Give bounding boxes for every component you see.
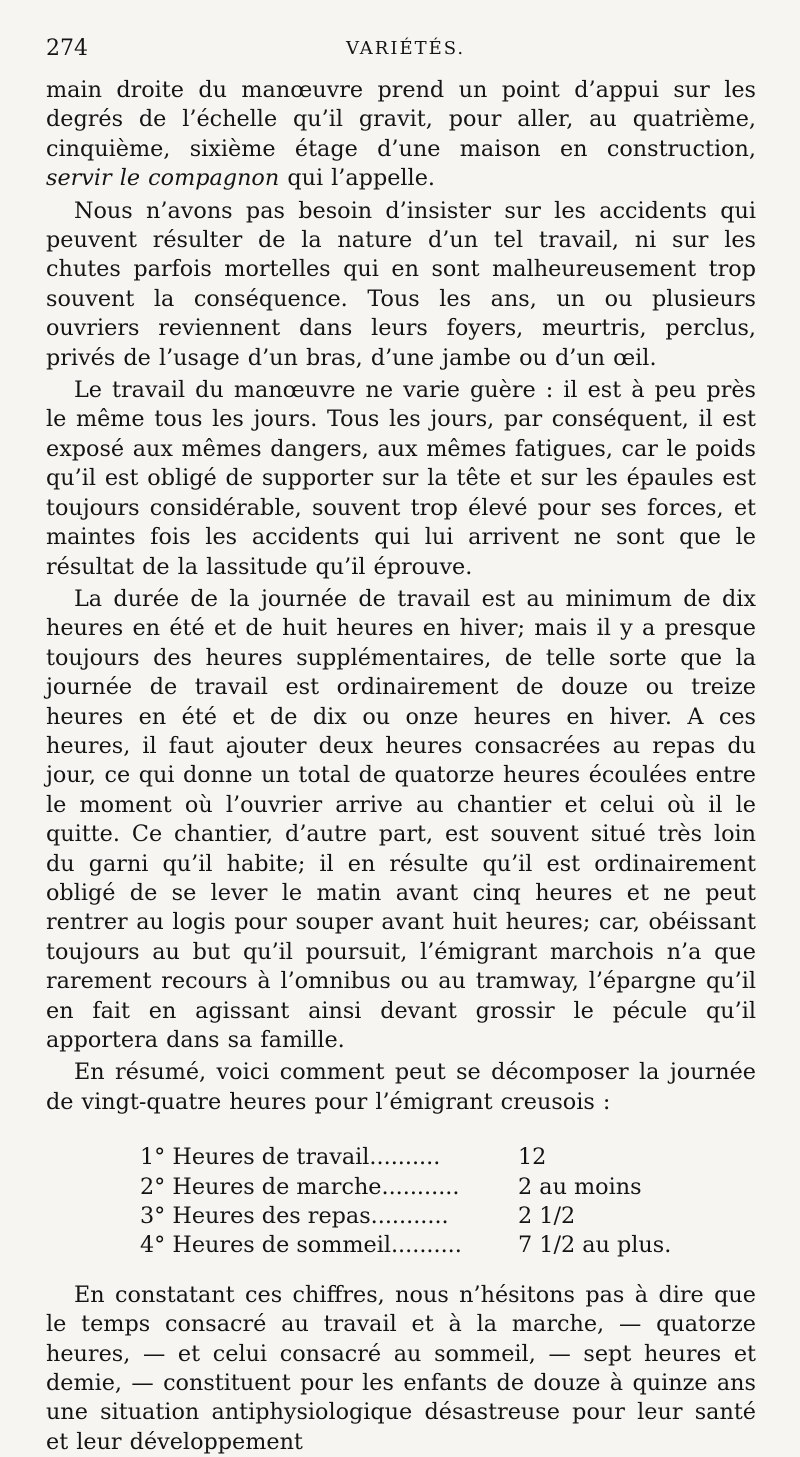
row-label: 3° Heures des repas........... — [140, 1203, 449, 1230]
paragraph-summary-intro: En résumé, voici comment peut se décomposer la journée de vingt-quatre heures pour l’émigrant creusois : — [46, 1059, 756, 1115]
paragraph-text: qui l’appelle. — [279, 165, 435, 192]
table-row — [140, 1143, 756, 1172]
row-value: 2 au moins — [518, 1173, 642, 1200]
page-header — [46, 32, 756, 76]
row-label: 1° Heures de travail.......... — [140, 1144, 441, 1171]
paragraph-text: main droite du manœuvre prend un point d’appui sur les degrés de l’échelle qu’il gravit, pour aller, au quatrième, cinquième, sixième étage d’une maison en construction, — [46, 77, 756, 162]
running-head: VARIÉTÉS. — [346, 38, 466, 59]
paragraph-accidents: Nous n’avons pas besoin d’insister sur les accidents qui peuvent résulter de la nature d’un tel travail, ni sur les chutes parfois mortelles qui en sont malheureusement trop souvent la conséquence. Tous les ans, un ou plusieurs ouvriers reviennent dans leurs foyers, meurtris, perclus, privés de l’usage d’un bras, d’une jambe ou d’un œil. — [46, 197, 756, 371]
row-value: 2 1/2 — [518, 1203, 576, 1230]
hours-table — [140, 1143, 756, 1261]
paragraph-conclusion: En constatant ces chiffres, nous n’hésitons pas à dire que le temps consacré au travail et à la marche, — quatorze heures, — et celui consacré au sommeil, — sept heures et demie, — constituent pour les enfants de douze à quinze ans une situation antiphysiologique désastreuse pour leur santé et leur développement — [46, 1281, 756, 1455]
italic-phrase: servir le compagnon — [46, 165, 280, 192]
paragraph-daily-work: Le travail du manœuvre ne varie guère : il est à peu près le même tous les jours. Tous les jours, par conséquent, il est exposé aux mêmes dangers, aux mêmes fatigues, car le poids qu’il est obligé de supporter sur la tête et sur les épaules est toujours considérable, souvent trop élevé pour ses forces, et maintes fois les accidents qui lui arrivent ne sont que le résultat de la lassitude qu’il éprouve. — [46, 377, 756, 580]
body-text — [46, 76, 756, 1457]
paragraph-work-hours: La durée de la journée de travail est au minimum de dix heures en été et de huit heures en hiver; mais il y a presque toujours des heures supplémentaires, de telle sorte que la journée de travail est ordinairement de douze ou treize heures en été et de dix ou onze heures en hiver. A ces heures, il faut ajouter deux heures consacrées au repas du jour, ce qui donne un total de quatorze heures écoulées entre le moment où l’ouvrier arrive au chantier et celui où il le quitte. Ce chantier, d’autre part, est souvent situé très loin du garni qu’il habite; il en résulte qu’il est ordinairement obligé de se lever le matin avant cinq heures et ne peut rentrer au logis pour souper avant huit heures; car, obéissant toujours au but qu’il poursuit, l’émigrant marchois n’a que rarement recours à l’omnibus ou au tramway, l’épargne qu’il en fait en agissant ainsi devant grossir le pécule qu’il apportera dans sa famille. — [46, 585, 756, 1053]
row-value: 12 — [518, 1144, 547, 1171]
book-page — [46, 32, 756, 1457]
table-row — [140, 1231, 756, 1260]
row-label: 4° Heures de sommeil.......... — [140, 1232, 462, 1259]
row-label: 2° Heures de marche........... — [140, 1173, 460, 1200]
table-row — [140, 1173, 756, 1202]
row-value: 7 1/2 au plus. — [518, 1232, 672, 1259]
page-number: 274 — [46, 36, 88, 61]
paragraph-continued — [46, 76, 756, 194]
table-row — [140, 1202, 756, 1231]
